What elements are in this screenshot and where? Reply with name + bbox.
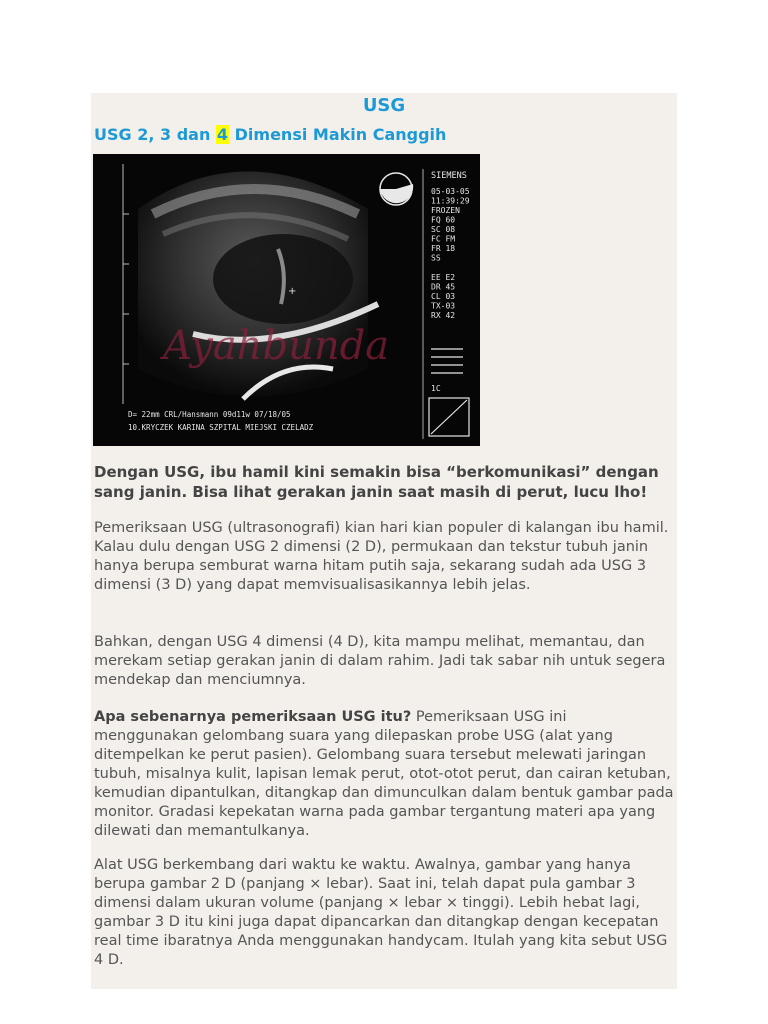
question-heading: Apa sebenarnya pemeriksaan USG itu? [94, 709, 412, 725]
readout-line: RX 42 [431, 311, 456, 320]
paragraph-4-text: Pemeriksaan USG ini menggunakan gelombang suara yang dilepaskan probe USG (alat yang ditempelkan ke perut pasien). Gelombang suara tersebut melewati jaringan tubuh, misalnya kulit, lapisan lemak perut, otot-otot perut, dan cairan ketuban, kemudian dipantulkan, ditangkap dan dimunculkan dalam bentuk gambar pada monitor. Gradasi kepekatan warna pada gambar tergantung materi apa yang dilewati dan memantulkanya. [94, 709, 674, 839]
document-page [91, 93, 677, 989]
paragraph-3: Bahkan, dengan USG 4 dimensi (4 D), kita mampu melihat, memantau, dan merekam setiap gerakan janin di dalam rahim. Jadi tak sabar nih untuk segera mendekap dan menciumnya. [94, 634, 666, 688]
paragraph-2: Pemeriksaan USG (ultrasonografi) kian hari kian populer di kalangan ibu hamil. Kalau dulu dengan USG 2 dimensi (2 D), permukaan dan tekstur tubuh janin hanya berupa semburat warna hitam putih saja, sekarang sudah ada USG 3 dimensi (3 D) yang dapat memvisualisasikannya lebih jelas. [94, 520, 669, 593]
paragraph-5: Alat USG berkembang dari waktu ke waktu. Awalnya, gambar yang hanya berupa gambar 2 D (panjang × lebar). Saat ini, telah dapat pula gambar 3 dimensi dalam ukuran volume (panjang × lebar × tinggi). Lebih hebat lagi, gambar 3 D itu kini juga dapat dipancarkan dan ditangkap dengan kecepatan real time ibaratnya Anda menggunakan handycam. Itulah yang kita sebut USG 4 D. [94, 857, 668, 968]
readout-line: FR 18 [431, 244, 456, 253]
highlighted-number: 4 [216, 125, 229, 144]
ultrasound-image [93, 154, 480, 446]
readout-line: EE E2 [431, 273, 456, 282]
readout-line: SS [431, 253, 441, 263]
article-title: USG [362, 95, 406, 116]
intro-paragraph: Dengan USG, ibu hamil kini semakin bisa “berkomunikasi” dengan sang janin. Bisa lihat gerakan janin saat masih di perut, lucu lho! [94, 463, 659, 501]
readout-line: SC 08 [431, 225, 456, 234]
label-1c: 1C [431, 384, 441, 393]
readout-line: DR 45 [431, 282, 456, 292]
article-subtitle [94, 125, 446, 144]
scan-info-line-2: 10.KRYCZEK KARINA SZPITAL MIEJSKI CZELADZ [128, 423, 314, 432]
subtitle-text-end: Dimensi Makin Canggih [229, 125, 447, 144]
readout-line: FROZEN [431, 206, 460, 215]
paragraph-4 [94, 708, 674, 841]
readout-line: CL 03 [431, 292, 456, 301]
readout-line: 11:39:29 [431, 196, 470, 206]
svg-text:+: + [288, 286, 297, 297]
ultrasound-scan-graphic [93, 154, 480, 446]
readout-line: FC FM [431, 234, 456, 244]
watermark-text: Ayahbunda [163, 323, 390, 369]
readout-line: FQ 60 [431, 215, 456, 225]
scanner-brand: SIEMENS [431, 171, 467, 181]
readout-line: 05-03-05 [431, 187, 470, 196]
readout-line: TX-03 [431, 301, 456, 311]
subtitle-text-start: USG 2, 3 dan [94, 125, 216, 144]
scan-info-line-1: D= 22mm CRL/Hansmann 09d11w 07/18/05 [128, 410, 291, 419]
